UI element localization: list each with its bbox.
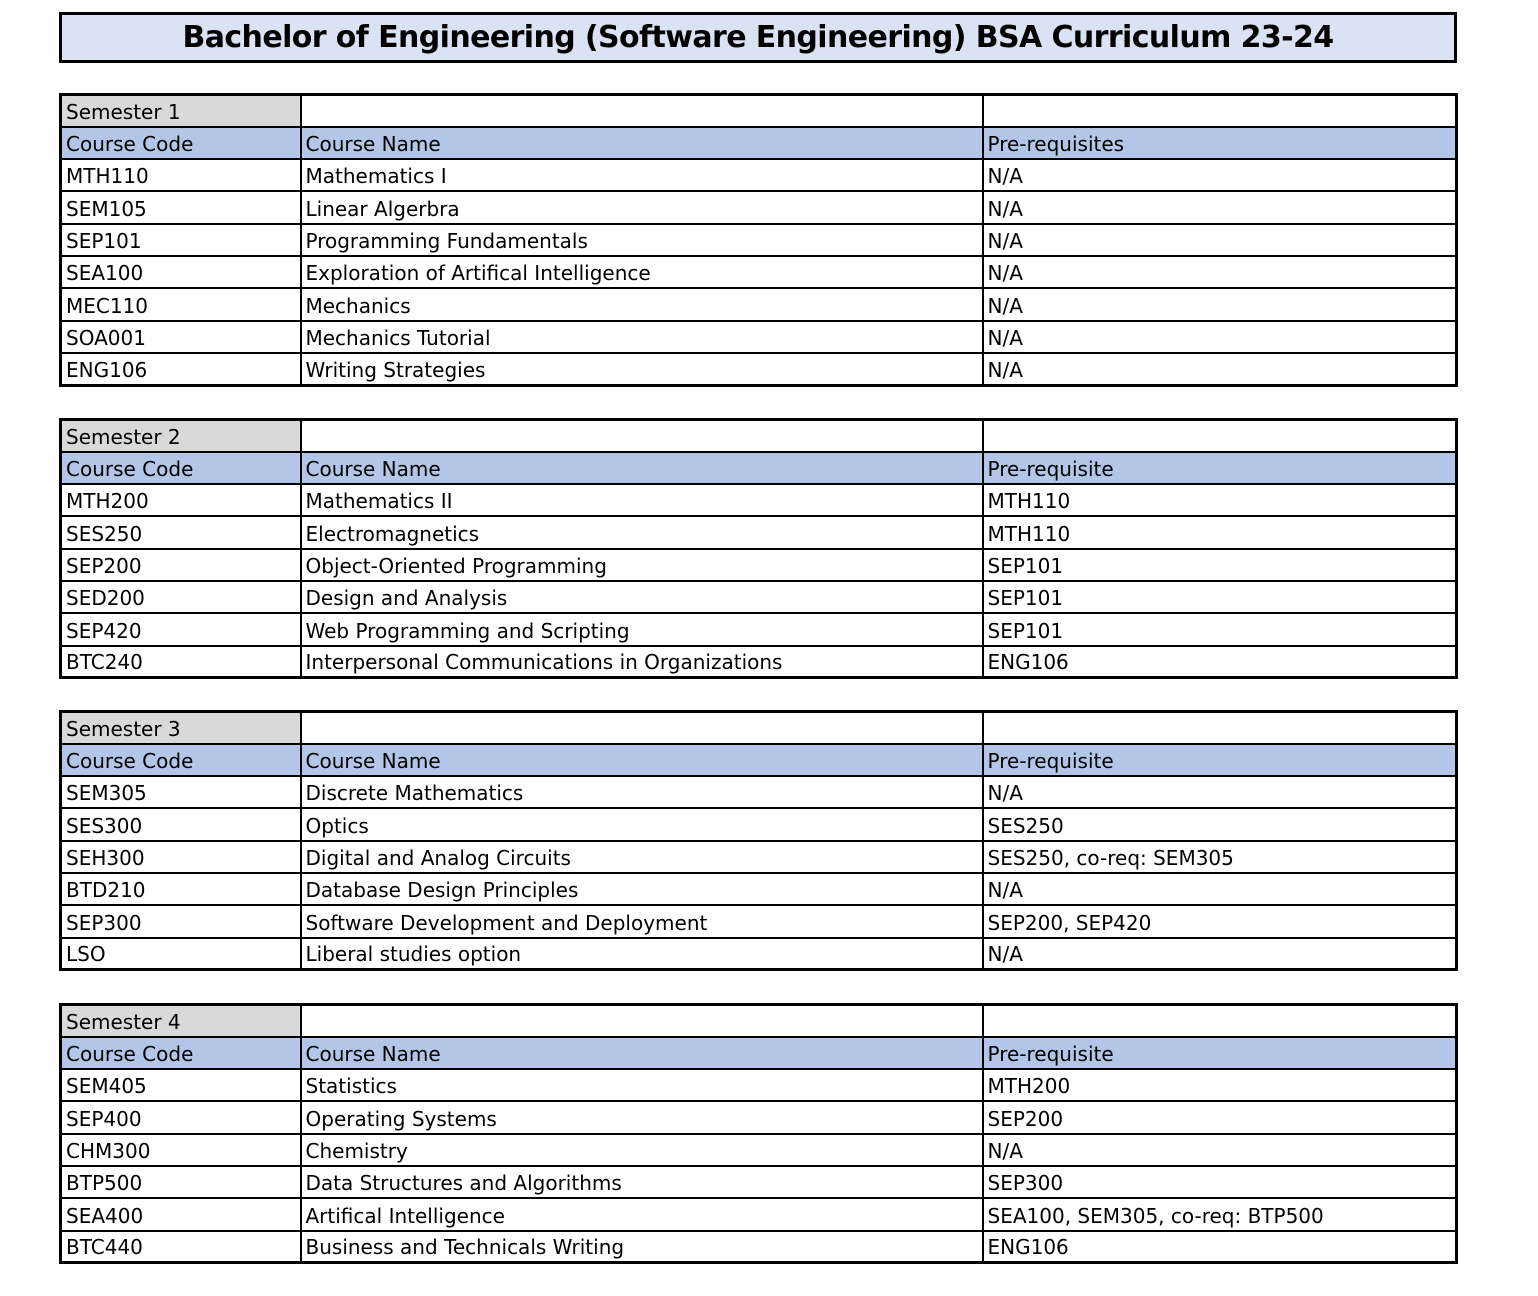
semester-label-row <box>61 420 1457 452</box>
header-prerequisite: Pre-requisite <box>983 744 1457 776</box>
header-course-code: Course Code <box>61 1037 301 1069</box>
empty-cell <box>983 95 1457 127</box>
course-code-cell: SEP400 <box>61 1101 301 1133</box>
course-code-cell: SEM405 <box>61 1069 301 1101</box>
prerequisite-cell: MTH110 <box>983 516 1457 548</box>
semester-table-1 <box>59 93 1458 387</box>
course-row <box>61 938 1457 970</box>
header-course-name: Course Name <box>301 452 983 484</box>
course-name-cell: Mathematics I <box>301 159 983 191</box>
prerequisite-cell: SEP300 <box>983 1166 1457 1198</box>
course-name-cell: Programming Fundamentals <box>301 224 983 256</box>
course-code-cell: ENG106 <box>61 353 301 385</box>
course-row <box>61 1166 1457 1198</box>
course-row <box>61 549 1457 581</box>
semester-label: Semester 3 <box>61 712 301 744</box>
course-row <box>61 256 1457 288</box>
prerequisite-cell: MTH200 <box>983 1069 1457 1101</box>
course-name-cell: Chemistry <box>301 1134 983 1166</box>
prerequisite-cell: N/A <box>983 1134 1457 1166</box>
semester-table-3 <box>59 710 1458 971</box>
course-row <box>61 1101 1457 1133</box>
prerequisite-cell: SEA100, SEM305, co-req: BTP500 <box>983 1198 1457 1230</box>
course-code-cell: BTC240 <box>61 646 301 678</box>
header-prerequisite: Pre-requisites <box>983 127 1457 159</box>
course-name-cell: Mechanics Tutorial <box>301 321 983 353</box>
prerequisite-cell: ENG106 <box>983 646 1457 678</box>
course-name-cell: Interpersonal Communications in Organizations <box>301 646 983 678</box>
empty-cell <box>301 712 983 744</box>
course-name-cell: Digital and Analog Circuits <box>301 841 983 873</box>
course-code-cell: SEA100 <box>61 256 301 288</box>
header-course-code: Course Code <box>61 452 301 484</box>
column-header-row <box>61 1037 1457 1069</box>
course-name-cell: Linear Algerbra <box>301 191 983 223</box>
course-name-cell: Object-Oriented Programming <box>301 549 983 581</box>
prerequisite-cell: N/A <box>983 776 1457 808</box>
course-code-cell: SEM305 <box>61 776 301 808</box>
prerequisite-cell: SEP200 <box>983 1101 1457 1133</box>
course-row <box>61 191 1457 223</box>
empty-cell <box>301 420 983 452</box>
prerequisite-cell: N/A <box>983 256 1457 288</box>
prerequisite-cell: ENG106 <box>983 1231 1457 1263</box>
empty-cell <box>301 95 983 127</box>
course-row <box>61 873 1457 905</box>
prerequisite-cell: MTH110 <box>983 484 1457 516</box>
course-name-cell: Software Development and Deployment <box>301 905 983 937</box>
course-row <box>61 288 1457 320</box>
prerequisite-cell: N/A <box>983 321 1457 353</box>
course-name-cell: Operating Systems <box>301 1101 983 1133</box>
course-row <box>61 1198 1457 1230</box>
header-course-name: Course Name <box>301 1037 983 1069</box>
course-code-cell: LSO <box>61 938 301 970</box>
prerequisite-cell: SEP101 <box>983 581 1457 613</box>
prerequisite-cell: N/A <box>983 159 1457 191</box>
course-row <box>61 646 1457 678</box>
course-row <box>61 353 1457 385</box>
column-header-row <box>61 127 1457 159</box>
empty-cell <box>301 1005 983 1037</box>
course-code-cell: SEP300 <box>61 905 301 937</box>
semester-label: Semester 1 <box>61 95 301 127</box>
course-code-cell: SEP420 <box>61 613 301 645</box>
prerequisite-cell: SEP200, SEP420 <box>983 905 1457 937</box>
prerequisite-cell: N/A <box>983 873 1457 905</box>
course-code-cell: SEH300 <box>61 841 301 873</box>
course-code-cell: MEC110 <box>61 288 301 320</box>
course-name-cell: Exploration of Artifical Intelligence <box>301 256 983 288</box>
course-name-cell: Mechanics <box>301 288 983 320</box>
prerequisite-cell: N/A <box>983 288 1457 320</box>
course-code-cell: SED200 <box>61 581 301 613</box>
course-row <box>61 808 1457 840</box>
course-code-cell: SEM105 <box>61 191 301 223</box>
header-prerequisite: Pre-requisite <box>983 452 1457 484</box>
prerequisite-cell: SES250 <box>983 808 1457 840</box>
course-row <box>61 1134 1457 1166</box>
semester-label-row <box>61 95 1457 127</box>
course-row <box>61 159 1457 191</box>
course-name-cell: Optics <box>301 808 983 840</box>
course-code-cell: BTP500 <box>61 1166 301 1198</box>
course-name-cell: Electromagnetics <box>301 516 983 548</box>
semester-label-row <box>61 1005 1457 1037</box>
prerequisite-cell: SEP101 <box>983 613 1457 645</box>
prerequisite-cell: SEP101 <box>983 549 1457 581</box>
course-code-cell: SEA400 <box>61 1198 301 1230</box>
prerequisite-cell: SES250, co-req: SEM305 <box>983 841 1457 873</box>
semester-label-row <box>61 712 1457 744</box>
course-code-cell: CHM300 <box>61 1134 301 1166</box>
column-header-row <box>61 744 1457 776</box>
course-row <box>61 841 1457 873</box>
empty-cell <box>983 712 1457 744</box>
course-row <box>61 484 1457 516</box>
course-name-cell: Design and Analysis <box>301 581 983 613</box>
prerequisite-cell: N/A <box>983 938 1457 970</box>
course-row <box>61 581 1457 613</box>
course-code-cell: SEP101 <box>61 224 301 256</box>
course-code-cell: SOA001 <box>61 321 301 353</box>
course-row <box>61 321 1457 353</box>
prerequisite-cell: N/A <box>983 353 1457 385</box>
course-row <box>61 613 1457 645</box>
course-code-cell: MTH110 <box>61 159 301 191</box>
prerequisite-cell: N/A <box>983 224 1457 256</box>
course-name-cell: Web Programming and Scripting <box>301 613 983 645</box>
course-code-cell: BTC440 <box>61 1231 301 1263</box>
semester-table-4 <box>59 1003 1458 1264</box>
column-header-row <box>61 452 1457 484</box>
semester-label: Semester 4 <box>61 1005 301 1037</box>
course-name-cell: Mathematics II <box>301 484 983 516</box>
course-name-cell: Data Structures and Algorithms <box>301 1166 983 1198</box>
header-course-code: Course Code <box>61 127 301 159</box>
semester-label: Semester 2 <box>61 420 301 452</box>
course-row <box>61 1231 1457 1263</box>
course-name-cell: Database Design Principles <box>301 873 983 905</box>
course-code-cell: BTD210 <box>61 873 301 905</box>
course-name-cell: Liberal studies option <box>301 938 983 970</box>
course-name-cell: Writing Strategies <box>301 353 983 385</box>
course-row <box>61 224 1457 256</box>
course-name-cell: Statistics <box>301 1069 983 1101</box>
document-title: Bachelor of Engineering (Software Engineering) BSA Curriculum 23-24 <box>182 20 1334 55</box>
course-code-cell: SES300 <box>61 808 301 840</box>
header-course-name: Course Name <box>301 127 983 159</box>
course-row <box>61 905 1457 937</box>
course-code-cell: SES250 <box>61 516 301 548</box>
course-row <box>61 1069 1457 1101</box>
header-course-name: Course Name <box>301 744 983 776</box>
header-prerequisite: Pre-requisite <box>983 1037 1457 1069</box>
course-row <box>61 516 1457 548</box>
header-course-code: Course Code <box>61 744 301 776</box>
empty-cell <box>983 420 1457 452</box>
course-code-cell: SEP200 <box>61 549 301 581</box>
course-name-cell: Artifical Intelligence <box>301 1198 983 1230</box>
course-row <box>61 776 1457 808</box>
semester-table-2 <box>59 418 1458 679</box>
course-name-cell: Discrete Mathematics <box>301 776 983 808</box>
course-code-cell: MTH200 <box>61 484 301 516</box>
prerequisite-cell: N/A <box>983 191 1457 223</box>
document-title-box <box>59 12 1457 63</box>
empty-cell <box>983 1005 1457 1037</box>
course-name-cell: Business and Technicals Writing <box>301 1231 983 1263</box>
